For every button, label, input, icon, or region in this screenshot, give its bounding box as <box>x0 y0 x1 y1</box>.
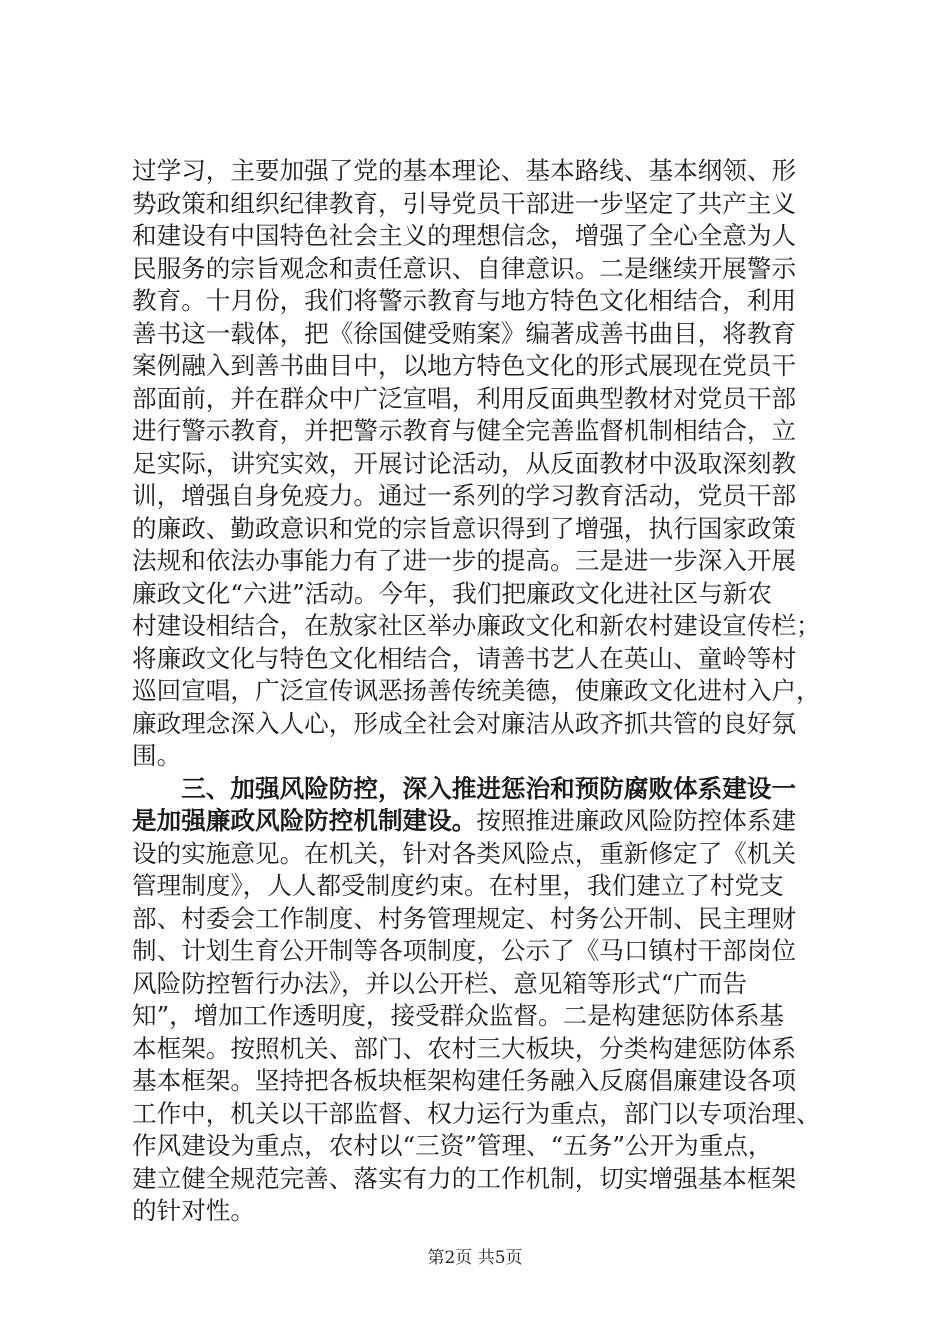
text-line: 廉政理念深入人心，形成全社会对廉洁从政齐抓共管的良好氛 <box>132 708 797 738</box>
page-number-footer: 第2页 共5页 <box>427 1248 523 1268</box>
text-line: 的针对性。 <box>132 1196 255 1225</box>
text-line: 制、计划生育公开制等各项制度，公示了《马口镇村干部岗位 <box>132 936 797 965</box>
section-bold-lead: 是加强廉政风险防控机制建设。 <box>132 806 477 835</box>
section-heading: 三、加强风险防控，深入推进惩治和预防腐败体系建设一 <box>132 773 797 803</box>
text-line: 训，增强自身免疫力。通过一系列的学习教育活动，党员干部 <box>132 481 797 510</box>
text-line: 和建设有中国特色社会主义的理想信念，增强了全心全意为人 <box>132 221 797 250</box>
text-line: 设的实施意见。在机关，针对各类风险点，重新修定了《机关 <box>132 838 797 868</box>
text-line: 作风建设为重点，农村以“三资”管理、“五务”公开为重点， <box>132 1131 773 1160</box>
text-line: 教育。十月份，我们将警示教育与地方特色文化相结合，利用 <box>132 286 797 315</box>
text-line: 建立健全规范完善、落实有力的工作机制，切实增强基本框架 <box>132 1163 797 1193</box>
section-first-rest: 按照推进廉政风险防控体系建 <box>476 806 797 835</box>
text-line: 的廉政、勤政意识和党的宗旨意识得到了增强，执行国家政策 <box>132 513 797 543</box>
text-line: 本框架。按照机关、部门、农村三大板块，分类构建惩防体系 <box>132 1033 797 1063</box>
text-line: 部、村委会工作制度、村务管理规定、村务公开制、民主理财 <box>132 903 797 933</box>
section-first-line <box>132 805 832 838</box>
text-line: 村建设相结合，在敖家社区举办廉政文化和新农村建设宣传栏； <box>132 611 821 640</box>
text-line: 巡回宣唱，广泛宣传讽恶扬善传统美德，使廉政文化进村入户， <box>132 676 821 705</box>
text-line: 管理制度》，人人都受制度约束。在村里，我们建立了村党支 <box>132 871 784 900</box>
text-line: 风险防控暂行办法》，并以公开栏、意见箱等形式“广而告 <box>132 968 748 998</box>
text-line: 将廉政文化与特色文化相结合，请善书艺人在英山、童岭等村 <box>132 643 797 673</box>
text-line: 围。 <box>132 741 182 770</box>
text-line: 进行警示教育，并把警示教育与健全完善监督机制相结合，立 <box>132 416 797 445</box>
text-line: 民服务的宗旨观念和责任意识、自律意识。二是继续开展警示 <box>132 253 797 283</box>
document-body <box>132 155 832 1228</box>
text-line: 知”，增加工作透明度，接受群众监督。二是构建惩防体系基 <box>132 1001 785 1030</box>
text-line: 案例融入到善书曲目中，以地方特色文化的形式展现在党员干 <box>132 351 797 380</box>
text-line: 过学习，主要加强了党的基本理论、基本路线、基本纲领、形 <box>132 156 797 185</box>
text-line: 势政策和组织纪律教育，引导党员干部进一步坚定了共产主义 <box>132 188 797 218</box>
text-line: 廉政文化“六进”活动。今年，我们把廉政文化进社区与新农 <box>132 578 772 608</box>
text-line: 法规和依法办事能力有了进一步的提高。三是进一步深入开展 <box>132 546 797 575</box>
text-line: 工作中，机关以干部监督、权力运行为重点，部门以专项治理、 <box>132 1098 821 1128</box>
text-line: 基本框架。坚持把各板块框架构建任务融入反腐倡廉建设各项 <box>132 1066 797 1095</box>
text-line: 善书这一载体，把《徐国健受贿案》编著成善书曲目，将教育 <box>132 318 797 348</box>
text-line: 部面前，并在群众中广泛宣唱，利用反面典型教材对党员干部 <box>132 383 797 413</box>
text-line: 足实际，讲究实效，开展讨论活动，从反面教材中汲取深刻教 <box>132 448 797 478</box>
